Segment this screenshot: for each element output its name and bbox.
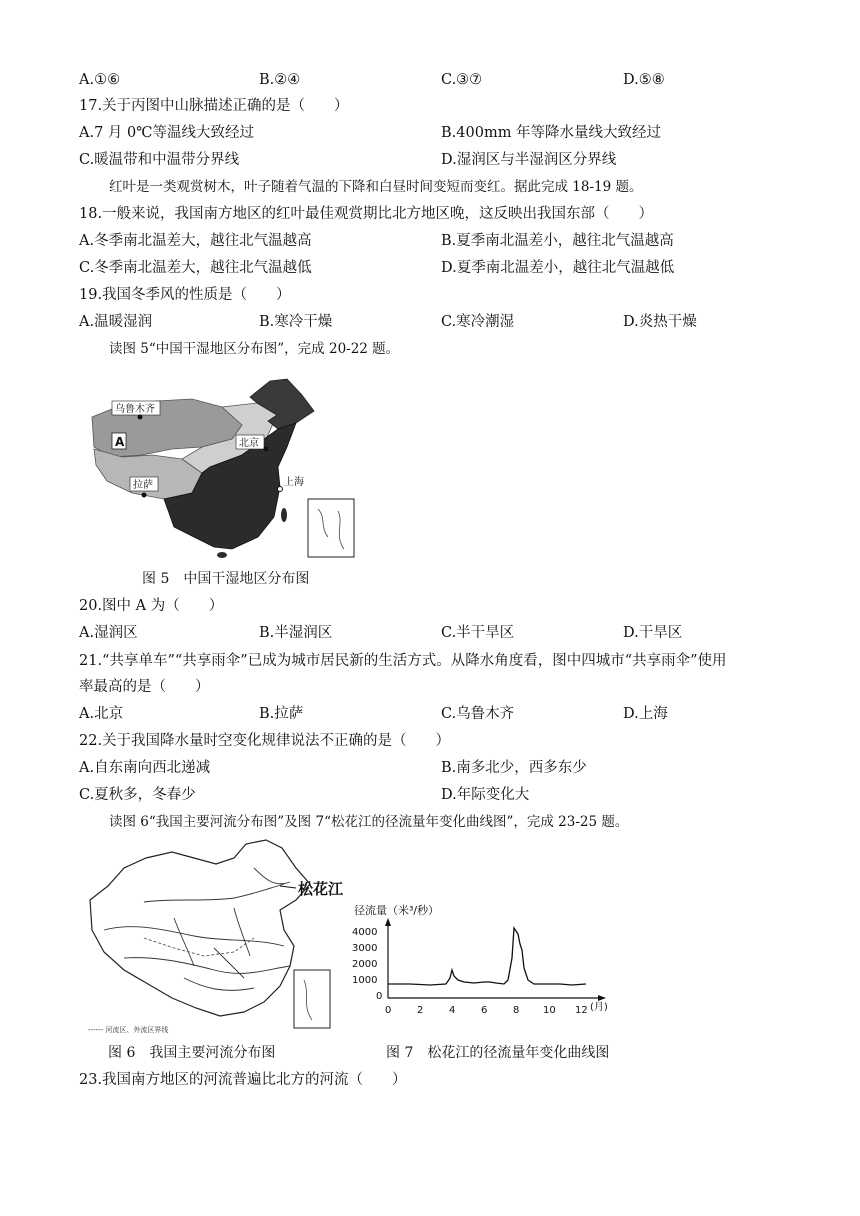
q20-option-b: B.半湿润区 <box>259 625 333 641</box>
ytick-4000: 4000 <box>352 927 378 938</box>
q19-option-b: B.寒冷干燥 <box>259 314 333 330</box>
ytick-0: 0 <box>376 991 383 1002</box>
chart-ylabel: 径流量（米³/秒） <box>354 904 440 917</box>
ytick-2000: 2000 <box>352 959 378 970</box>
q18-option-b: B.夏季南北温差小，越往北气温越高 <box>441 233 674 249</box>
label-a: A <box>115 435 125 449</box>
map-inset-frame <box>308 499 354 557</box>
chart-xunit: (月) <box>590 1002 608 1013</box>
q22-option-a: A.自东南向西北递减 <box>79 760 211 776</box>
q19-option-d: D.炎热干燥 <box>623 314 697 330</box>
label-lhasa: 拉萨 <box>133 480 153 491</box>
q17-stem: 17.关于丙图中山脉描述正确的是（ ） <box>79 98 349 114</box>
q21-stem-line1: 21.“共享单车”“共享雨伞”已成为城市居民新的生活方式。从降水角度看，图中四城市“共享雨伞”使用 <box>79 653 727 669</box>
q20-option-c: C.半干旱区 <box>441 625 515 641</box>
q17-option-c: C.暖温带和中温带分界线 <box>79 152 240 168</box>
q22-stem: 22.关于我国降水量时空变化规律说法不正确的是（ ） <box>79 733 451 749</box>
figure-6-caption: 图 6 我国主要河流分布图 <box>108 1045 276 1061</box>
figure-5-caption: 图 5 中国干湿地区分布图 <box>142 571 310 587</box>
q16-option-d: D.⑤⑧ <box>623 72 665 88</box>
q16-option-c: C.③⑦ <box>441 72 483 88</box>
xtick-8: 8 <box>513 1005 520 1016</box>
q20-option-a: A.湿润区 <box>79 625 138 641</box>
q19-option-a: A.温暖湿润 <box>79 314 153 330</box>
q19-option-c: C.寒冷潮湿 <box>441 314 515 330</box>
intro-20-22: 读图 5“中国干湿地区分布图”，完成 20-22 题。 <box>109 341 400 357</box>
q21-option-d: D.上海 <box>623 706 668 722</box>
xtick-4: 4 <box>449 1005 456 1016</box>
q18-option-a: A.冬季南北温差大，越往北气温越高 <box>79 233 312 249</box>
ytick-3000: 3000 <box>352 943 378 954</box>
figure-7-caption: 图 7 松花江的径流量年变化曲线图 <box>386 1045 610 1061</box>
label-beijing: 北京 <box>239 438 259 449</box>
q21-stem-line2: 率最高的是（ ） <box>79 679 210 695</box>
q18-option-d: D.夏季南北温差小，越往北气温越低 <box>441 260 675 276</box>
xtick-0: 0 <box>385 1005 392 1016</box>
q21-option-c: C.乌鲁木齐 <box>441 706 515 722</box>
q19-stem: 19.我国冬季风的性质是（ ） <box>79 287 291 303</box>
q17-option-b: B.400mm 年等降水量线大致经过 <box>441 125 662 141</box>
q20-option-d: D.干旱区 <box>623 625 683 641</box>
figure-6-map <box>84 838 346 1036</box>
figure-6-legend: ------ 河流区、外流区界线 <box>88 1026 169 1034</box>
map-inset-frame-6 <box>294 970 330 1028</box>
runoff-curve <box>388 928 586 985</box>
map-china-outline <box>90 840 310 1016</box>
q16-option-a: A.①⑥ <box>79 72 121 88</box>
label-songhua-river: 松花江 <box>298 880 344 898</box>
q20-stem: 20.图中 A 为（ ） <box>79 598 224 614</box>
q22-option-c: C.夏秋多，冬春少 <box>79 787 196 803</box>
q22-option-d: D.年际变化大 <box>441 787 530 803</box>
ytick-1000: 1000 <box>352 975 378 986</box>
q16-option-b: B.②④ <box>259 72 301 88</box>
figure-7-chart <box>350 898 620 1038</box>
q18-stem: 18.一般来说，我国南方地区的红叶最佳观赏期比北方地区晚，这反映出我国东部（ ） <box>79 206 654 222</box>
q23-stem: 23.我国南方地区的河流普遍比北方的河流（ ） <box>79 1072 407 1088</box>
figure-5-map <box>82 377 360 561</box>
intro-23-25: 读图 6“我国主要河流分布图”及图 7“松花江的径流量年变化曲线图”，完成 23-25 题。 <box>109 814 629 830</box>
x-ticks <box>385 1005 588 1016</box>
xtick-12: 12 <box>575 1005 588 1016</box>
q17-option-d: D.湿润区与半湿润区分界线 <box>441 152 617 168</box>
y-ticks <box>352 927 382 1002</box>
q22-option-b: B.南多北少，西多东少 <box>441 760 587 776</box>
xtick-10: 10 <box>543 1005 556 1016</box>
xtick-6: 6 <box>481 1005 488 1016</box>
xtick-2: 2 <box>417 1005 424 1016</box>
q18-option-c: C.冬季南北温差大，越往北气温越低 <box>79 260 312 276</box>
q21-option-b: B.拉萨 <box>259 706 304 722</box>
intro-18-19: 红叶是一类观赏树木，叶子随着气温的下降和白昼时间变短而变红。据此完成 18-19 题。 <box>109 179 643 195</box>
label-urumqi: 乌鲁木齐 <box>115 404 155 415</box>
q21-option-a: A.北京 <box>79 706 124 722</box>
label-shanghai: 上海 <box>284 477 304 488</box>
q17-option-a: A.7 月 0℃等温线大致经过 <box>79 125 254 141</box>
